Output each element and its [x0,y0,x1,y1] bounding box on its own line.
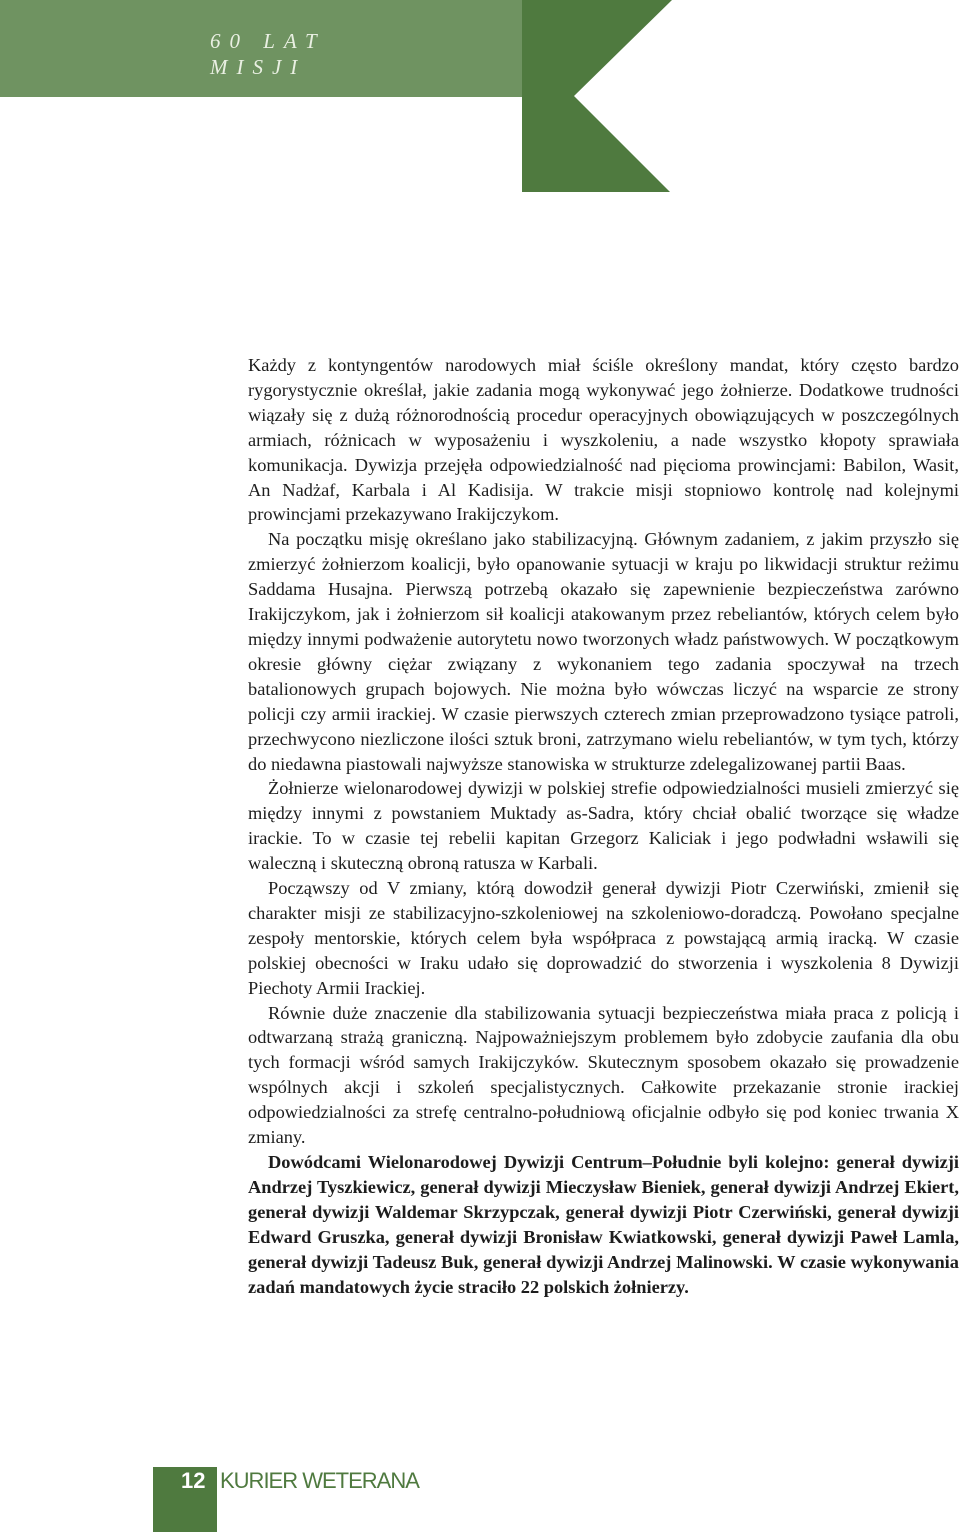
article-paragraph-commanders: Dowódcami Wielonarodowej Dywizji Centrum–Południe byli kolejno: generał dywizji Andrzej Tyszkiewicz, generał dywizji Mieczysław Bieniek, generał dywizji Andrzej Ekiert, generał dywizji Waldemar Skrzypczak, generał dywizji Piotr Czerwiński, generał dywizji Edward Gruszka, generał dywizji Bronisław Kwiatkowski, generał dywizji Paweł Lamla, generał dywizji Tadeusz Buk, generał dywizji Andrzej Malinowski. W czasie wykonywania zadań mandatowych życie straciło 22 polskich żołnierzy. [248,1152,959,1297]
article-paragraph-4: Począwszy od V zmiany, którą dowodził generał dywizji Piotr Czerwiński, zmienił się charakter misji ze stabilizacyjno-szkoleniowej na szkoleniowo-doradczą. Powołano specjalne zespoły mentorskie, których celem była współpraca z powstającą armią iracką. W czasie polskiej obecności w Iraku udało się doprowadzić do stworzenia i wyszkolenia 8 Dywizji Piechoty Armii Irackiej. [248,878,959,998]
article-body [248,353,959,1299]
article-paragraph-1: Każdy z kontyngentów narodowych miał ściśle określony mandat, który często bardzo rygorystycznie określał, jakie zadania mogą wykonywać jego żołnierze. Dodatkowe trudności wiązały się z dużą różnorodnością procedur operacyjnych obowiązujących w poszczególnych armiach, różnicach w wyposażeniu i wyszkoleniu, a nade wszystko kłopoty sprawiała komunikacja. Dywizja przejęła odpowiedzialność nad pięcioma prowincjami: Babilon, Wasit, An Nadżaf, Karbala i Al Kadisija. W trakcie misji stopniowo kontrolę nad kolejnymi prowincjami przekazywano Irakijczykom. [248,355,959,525]
header-flag-shape [522,0,672,192]
article-paragraph-3: Żołnierze wielonarodowej dywizji w polskiej strefie odpowiedzialności musieli zmierzyć się między innymi z powstaniem Muktady as-Sadra, który chciał obalić tworzące się władze irackie. To w czasie tej rebelii kapitan Grzegorz Kaliciak i jego podwładni wsławili się waleczną i skuteczną obroną ratusza w Karbali. [248,778,959,874]
page-number: 12 [181,1468,206,1493]
article-paragraph-2: Na początku misję określano jako stabilizacyjną. Głównym zadaniem, z jakim przyszło się zmierzyć żołnierzom koalicji, było opanowanie sytuacji w kraju po likwidacji struktur reżimu Saddama Husajna. Pierwszą potrzebą okazało się zapewnienie bezpieczeństwa zarówno Irakijczykom, jak i żołnierzom sił koalicji atakowanym przez rebeliantów, których celem było między innymi podważenie autorytetu nowo tworzonych władz państwowych. W początkowym okresie główny ciężar związany z wykonaniem tego zadania spoczywał na trzech batalionowych grupach bojowych. Nie można było wówczas liczyć na wsparcie ze strony policji czy armii irackiej. W czasie pierwszych czterech zmian przeprowadzono tysiące patroli, przechwycono niezliczone ilości sztuk broni, zatrzymano wielu rebeliantów, w tym tych, którzy do niedawna piastowali najwyższe stanowiska w strukturze zdelegalizowanej partii Baas. [248,529,959,774]
magazine-name: KURIER WETERANA [220,1468,419,1493]
article-paragraph-5: Równie duże znaczenie dla stabilizowania sytuacji bezpieczeństwa miała praca z policją i odtwarzaną strażą graniczną. Najpoważniejszym problemem było zdobycie zaufania dla obu tych formacji wśród samych Irakijczyków. Skutecznym sposobem okazało się prowadzenie wspólnych akcji i szkoleń specjalistycznych. Całkowite przekazanie stronie irackiej odpowiedzialności za strefę centralno-południową oficjalnie odbyło się pod koniec trwania X zmiany. [248,1002,959,1148]
section-title-line-1: 60 LAT [210,29,326,53]
section-title [210,28,470,80]
section-title-line-2: MISJI [210,55,307,79]
